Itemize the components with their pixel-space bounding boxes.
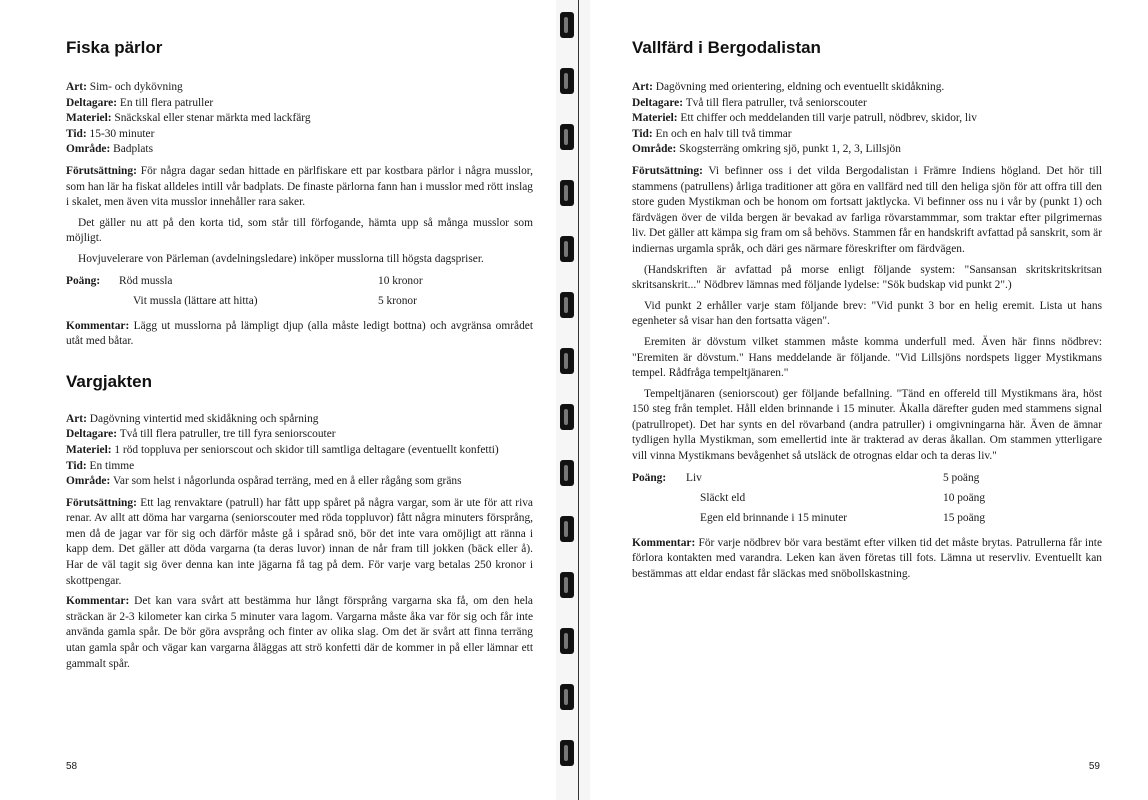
kommentar-text: Det kan vara svårt att bestämma hur långt försprång vargarna ska få, om den hela sträckan är 2-3 kilometer kan cirka 5 minuter vara lagom. Vargarna måste åka var för sig och får inte använda gamla spår. De bör göra avsprång och finter av olika slag. Om det är svårt att finna terräng utan gamla spår och vägar kan vargarna åläggas att strö konfetti där de kommer in på eller lämnar ett gammalt spår. xyxy=(66,595,533,670)
omrade-label: Område: xyxy=(632,143,677,156)
body-paragraph: Tempeltjänaren (seniorscout) ger följande befallning. "Tänd en offereld till Mystikmans ära, höst 150 steg från templet. Håll elden brinnande i 15 minuter. Åkalla därefter guden med stammens signal (patrullropet). Det har synts en del rövarband (andra patruller) i omgivningarna här. Även de ämnar tydligen hylla Mystikman, som emellertid inte är trakterad av deras åkallan. Om stammen ytterligare vill vinna Mystikmans bevågenhet så utsläck de otrognas eldar och ta deras liv." xyxy=(632,387,1102,463)
art-value: Dagövning med orientering, eldning och eventuellt skidåkning. xyxy=(655,81,945,93)
kommentar-label: Kommentar: xyxy=(66,595,130,608)
materiel-value: Ett chiffer och meddelanden till varje patrull, nödbrev, skidor, liv xyxy=(680,112,977,125)
deltagare-label: Deltagare: xyxy=(632,96,684,109)
tid-label: Tid: xyxy=(66,127,87,140)
kommentar-label: Kommentar: xyxy=(632,536,696,549)
forutsattning-text: För några dagar sedan hittade en pärlfiskare ett par kostbara pärlor i några musslor, som han lär ha fiskat alldeles intill vår badplats. De finaste pärlorna fann han i musslor med rött inslag i skalet, men även vita musslor innehåller rara saker. xyxy=(66,164,533,209)
body-paragraph: Hovjuvelerare von Pärleman (avdelningsledare) inköper musslorna till högsta dagspriser. xyxy=(78,252,484,265)
poang-item: Röd mussla xyxy=(119,274,173,287)
art-value: Sim- och dykövning xyxy=(89,81,183,93)
binding-ring xyxy=(560,124,574,150)
binding-ring xyxy=(560,12,574,38)
poang-block xyxy=(632,470,1102,530)
forutsattning-label: Förutsättning: xyxy=(66,164,137,177)
omrade-label: Område: xyxy=(66,475,111,488)
omrade-value: Skogsterräng omkring sjö, punkt 1, 2, 3, Lillsjön xyxy=(679,143,901,156)
poang-value: 5 kronor xyxy=(378,294,417,307)
kommentar-text: För varje nödbrev bör vara bestämt efter vilken tid det måste brytas. Patrullerna får inte förlora kontakten med varandra. Leken kan även företas till fots. Lämna ut reservliv. Eventuellt kan bestämmas att eldar endast får släckas med snöbollskastning. xyxy=(632,536,1102,580)
binding-ring xyxy=(560,628,574,654)
binding-ring xyxy=(560,236,574,262)
binding-ring xyxy=(560,516,574,542)
deltagare-value: Två till flera patruller, tre till fyra seniorscouter xyxy=(119,428,336,441)
deltagare-label: Deltagare: xyxy=(66,428,118,441)
kommentar-label: Kommentar: xyxy=(66,319,130,332)
forutsattning-label: Förutsättning: xyxy=(632,164,703,177)
binding-ring xyxy=(560,572,574,598)
poang-item: Liv xyxy=(686,471,702,484)
poang-row xyxy=(119,273,423,293)
art-label: Art: xyxy=(66,412,87,425)
section-title-fiska-parlor: Fiska pärlor xyxy=(66,38,163,57)
deltagare-label: Deltagare: xyxy=(66,96,118,109)
binding-ring xyxy=(560,460,574,486)
tid-label: Tid: xyxy=(66,459,87,472)
poang-table xyxy=(686,470,985,530)
tid-value: En och en halv till två timmar xyxy=(655,127,792,140)
deltagare-value: Två till flera patruller, två seniorscouter xyxy=(685,96,867,109)
deltagare-value: En till flera patruller xyxy=(119,96,214,109)
binding-ring xyxy=(560,292,574,318)
page-fold-line xyxy=(578,0,579,800)
poang-row xyxy=(686,470,985,490)
poang-item: Släckt eld xyxy=(700,491,746,504)
body-paragraph: (Handskriften är avfattad på morse enligt följande system: "Sansansan skritskritskritsan skritsanskrit..." Nödbrev lämnas med följande lydelse: "Sök budskap vid punkt 2".) xyxy=(632,263,1102,292)
page-number: 59 xyxy=(1088,761,1100,772)
forutsattning-label: Förutsättning: xyxy=(66,496,137,509)
poang-row xyxy=(119,293,423,313)
binding-spine xyxy=(556,0,590,800)
page-number: 58 xyxy=(66,761,78,772)
poang-label: Poäng: xyxy=(632,471,667,484)
tid-label: Tid: xyxy=(632,127,653,140)
materiel-value: Snäckskal eller stenar märkta med lackfärg xyxy=(114,112,311,125)
tid-value: En timme xyxy=(89,459,135,472)
body-paragraph: Det gäller nu att på den korta tid, som står till förfogande, hämta upp så många musslor som möjligt. xyxy=(66,216,533,245)
poang-row xyxy=(686,510,985,530)
art-label: Art: xyxy=(66,81,87,93)
binding-ring xyxy=(560,68,574,94)
binding-ring xyxy=(560,684,574,710)
poang-value: 15 poäng xyxy=(943,511,986,524)
forutsattning-text: Vi befinner oss i det vilda Bergodalistan i Främre Indiens högland. Det hör till stammens (patrullens) årliga traditioner att göra en vallfärd ned till den heliga sjön för att offra till den store guden Mystikman och be honom om fortsatt jaktlycka. Vi befinner oss nu i vår by (punkt 1) och färdvägen över de vilda bergen är bevakad av farliga rövarstammmar, som traktar efter pilgrimernas liv. Det gäller att kämpa sig fram om så behövs. Stammen får en handskrift avfattad på sanskrit, som är indiernas urgamla språk, och däri ges närmare föreskrifter om färdvägen. xyxy=(632,164,1102,255)
poang-row xyxy=(686,490,985,510)
left-page xyxy=(0,0,555,800)
body-paragraph: Eremiten är dövstum vilket stammen måste komma underfull med. Även här finns nödbrev: "Eremiten är dövstum." Hans meddelande är följande. "Vid Lillsjöns nordspets ligger Mystikmans tempel. Rådfråga tempeltjänaren." xyxy=(632,335,1102,380)
materiel-label: Materiel: xyxy=(632,112,678,125)
materiel-label: Materiel: xyxy=(66,443,112,456)
materiel-label: Materiel: xyxy=(66,112,112,125)
binding-ring xyxy=(560,740,574,766)
poang-block xyxy=(66,273,533,313)
materiel-value: 1 röd toppluva per seniorscout och skidor till samtliga deltagare (eventuellt konfetti) xyxy=(114,443,499,456)
activity-meta xyxy=(632,80,1102,158)
binding-ring xyxy=(560,180,574,206)
omrade-value: Badplats xyxy=(113,143,154,156)
poang-item: Egen eld brinnande i 15 minuter xyxy=(700,511,848,524)
poang-table xyxy=(119,273,423,313)
body-paragraph: Vid punkt 2 erhåller varje stam följande brev: "Vid punkt 3 bor en helig eremit. Lista ut hans egenheter så visar han den fortsatta vägen". xyxy=(632,299,1102,328)
kommentar-text: Lägg ut musslorna på lämpligt djup (alla måste ledigt bottna) och avgränsa området utåt med båtar. xyxy=(66,319,533,348)
activity-meta xyxy=(66,80,533,158)
tid-value: 15-30 minuter xyxy=(89,127,155,140)
omrade-value: Var som helst i någorlunda ospårad terräng, med en å eller rågång som gräns xyxy=(112,475,462,488)
poang-value: 10 kronor xyxy=(378,274,423,287)
poang-value: 5 poäng xyxy=(943,471,980,484)
section-title-vallfard: Vallfärd i Bergodalistan xyxy=(632,38,821,57)
poang-label: Poäng: xyxy=(66,274,101,287)
art-value: Dagövning vintertid med skidåkning och spårning xyxy=(89,412,319,425)
poang-value: 10 poäng xyxy=(943,491,986,504)
activity-meta xyxy=(66,412,533,490)
section-title-vargjakten: Vargjakten xyxy=(66,371,152,391)
art-label: Art: xyxy=(632,81,653,93)
poang-item: Vit mussla (lättare att hitta) xyxy=(133,294,258,307)
binding-ring xyxy=(560,404,574,430)
binding-ring xyxy=(560,348,574,374)
omrade-label: Område: xyxy=(66,143,111,156)
forutsattning-text: Ett lag renvaktare (patrull) har fått upp spåret på några vargar, som är ute för att riva renar. Av allt att döma har vargarna (seniorscouter med röda toppluvor) fått några minuters försprång, men då de jagar var för sig och därför måste gå i spårad snö, bör det inte vara omöjligt att ränna i kapp dem. Det gäller att döda vargarna (ta deras luvor) innan de når fram till jokken (bäck eller å). Har de väl tagit sig över denna kan inte jägarna få tag på dem. För varje varg betalas 250 kronor i skottpengar. xyxy=(66,496,533,587)
right-page xyxy=(590,0,1148,800)
